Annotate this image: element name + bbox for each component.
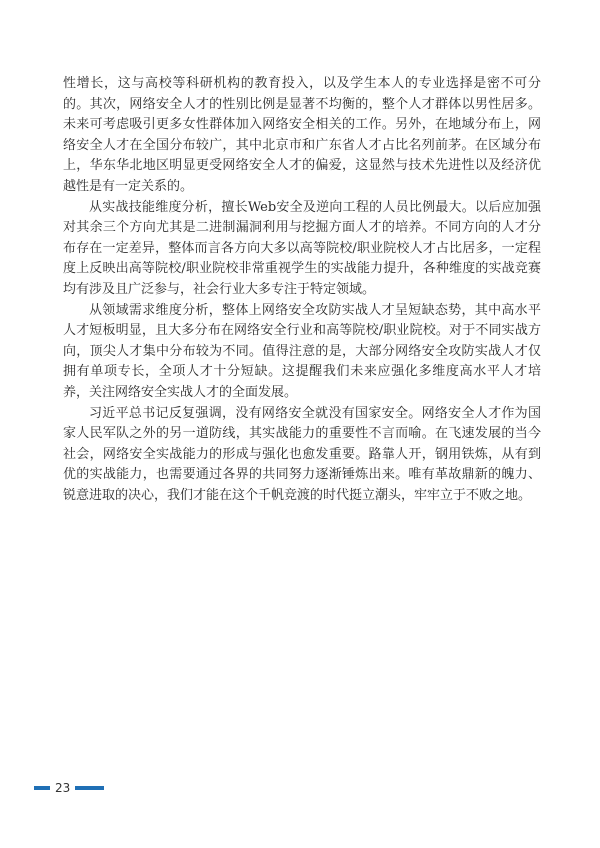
paragraph-continued: 性增长，这与高校等科研机构的教育投入，以及学生本人的专业选择是密不可分的。其次，网络安全人才的性别比例是显著不均衡的，整个人才群体以男性居多。未来可考虑吸引更多女性群体加入网络安全相关的工作。另外，在地域分布上，网络安全人才在全国分布较广，其中北京市和广东省人才占比名列前茅。在区域分布上，华东华北地区明显更受网络安全人才的偏爱，这显然与技术先进性以及经济优越性是有一定关系的。: [63, 76, 541, 194]
paragraph-conclusion: 习近平总书记反复强调，没有网络安全就没有国家安全。网络安全人才作为国家人民军队之外的另一道防线，其实战能力的重要性不言而喻。在飞速发展的当今社会，网络安全实战能力的形成与强化也愈发重要。路靠人开，钢用铁炼，从有到优的实战能力，也需要通过各界的共同努力逐渐锤炼出来。唯有革故鼎新的魄力、锐意进取的决心，我们才能在这个千帆竞渡的时代挺立潮头，牢牢立于不败之地。: [63, 405, 541, 503]
paragraph-skills-analysis: 从实战技能维度分析，擅长Web安全及逆向工程的人员比例最大。以后应加强对其余三个方向尤其是二进制漏洞利用与挖掘方面人才的培养。不同方向的人才分布存在一定差异，整体而言各方向大多以高等院校/职业院校人才占比居多，一定程度上反映出高等院校/职业院校非常重视学生的实战能力提升，各种维度的实战竞赛均有涉及且广泛参与，社会行业大多专注于特定领域。: [63, 199, 541, 297]
footer-accent-bar: [75, 786, 104, 790]
body-text: [63, 74, 541, 506]
page-number: 23: [55, 781, 71, 795]
page-footer: [34, 780, 104, 796]
paragraph-demand-analysis: 从领域需求维度分析，整体上网络安全攻防实战人才呈短缺态势，其中高水平人才短板明显，且大多分布在网络安全行业和高等院校/职业院校。对于不同实战方向，顶尖人才集中分布较为不同。值得注意的是，大部分网络安全攻防实战人才仅拥有单项专长，全项人才十分短缺。这提醒我们未来应强化多维度高水平人才培养，关注网络安全实战人才的全面发展。: [63, 302, 541, 400]
footer-accent-dash: [34, 786, 50, 790]
